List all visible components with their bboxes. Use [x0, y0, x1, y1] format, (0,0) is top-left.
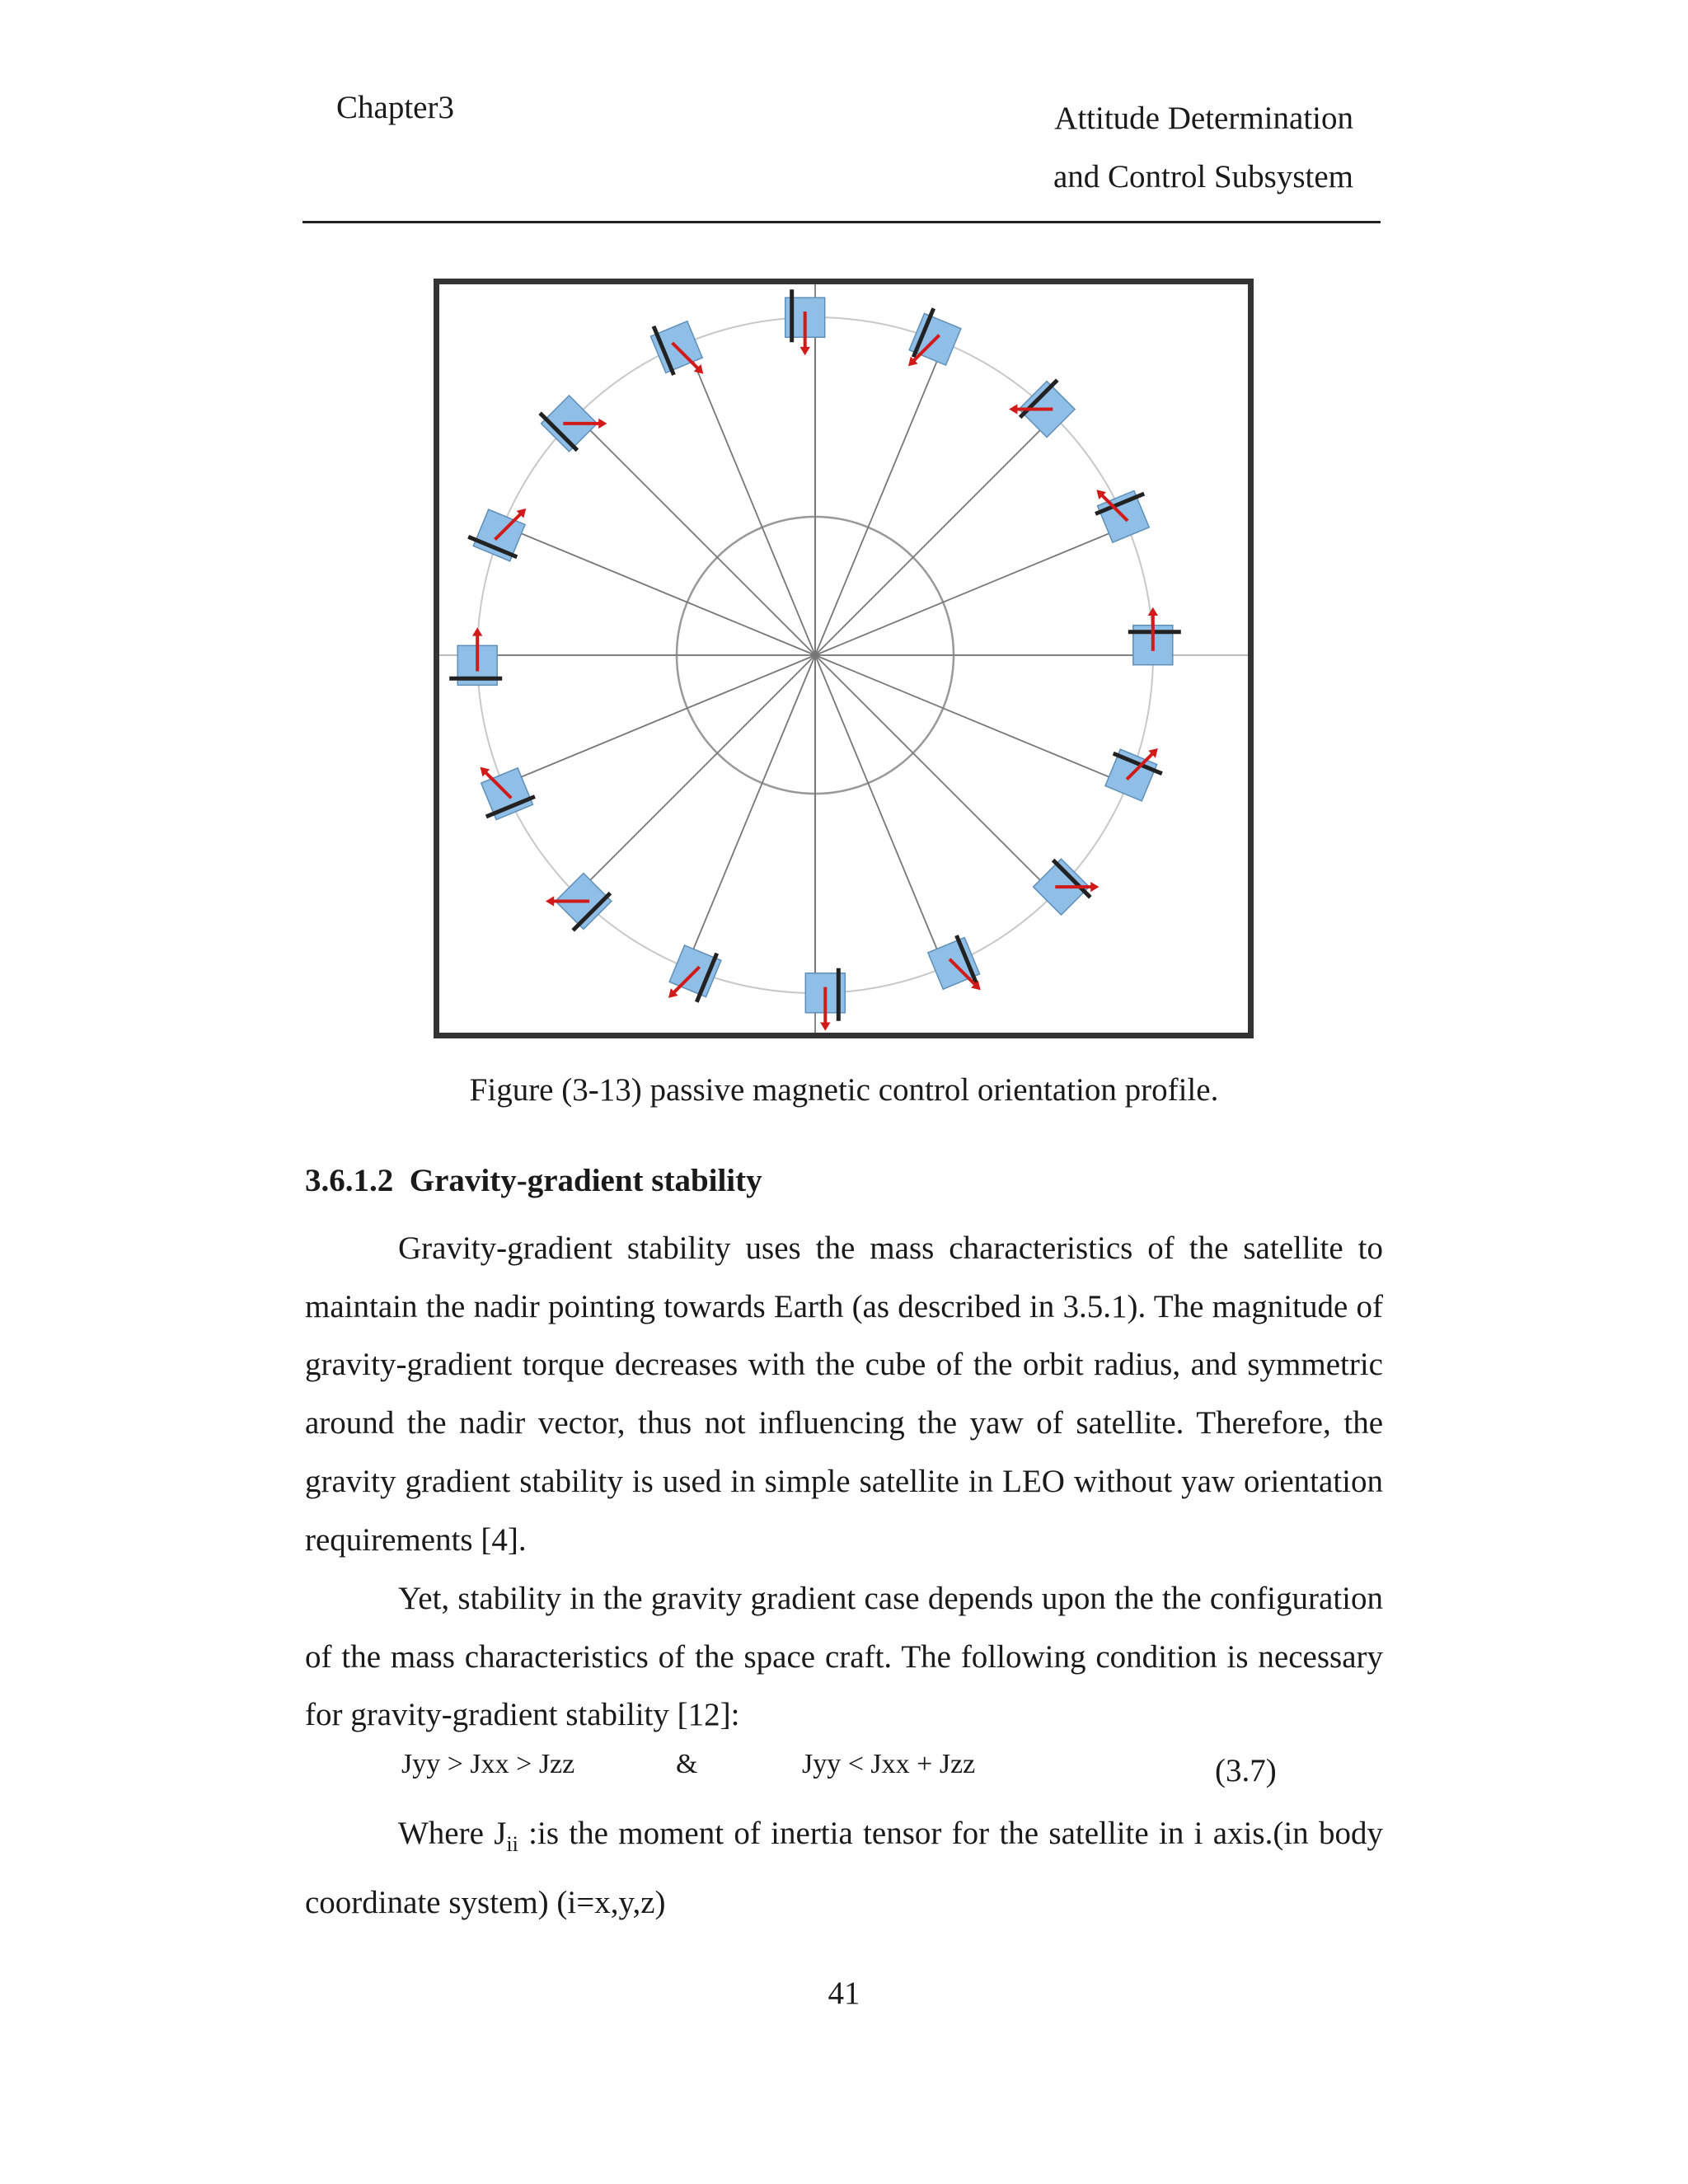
satellite — [805, 968, 845, 1031]
satellite — [466, 492, 536, 563]
running-header-title — [1053, 89, 1353, 206]
orientation-profile-diagram — [439, 284, 1248, 1033]
field-arrowhead — [472, 627, 482, 635]
satellite — [663, 940, 723, 1010]
paragraph-3-text-a: Where J — [398, 1816, 507, 1851]
satellite — [449, 627, 502, 685]
satellite — [1128, 607, 1181, 665]
radial-line — [576, 655, 815, 894]
radial-line — [503, 655, 815, 785]
satellite — [1100, 733, 1170, 804]
radial-line — [815, 343, 945, 655]
page-number: 41 — [828, 1975, 860, 2011]
satellite — [1009, 370, 1081, 442]
section-number: 3.6.1.2 — [305, 1163, 394, 1198]
satellite — [785, 289, 825, 355]
orientation-profile-figure — [434, 279, 1254, 1038]
running-header-title-line1: Attitude Determination — [1054, 101, 1353, 136]
paragraph-1 — [305, 1220, 1383, 1569]
equation-ampersand: & — [676, 1749, 698, 1779]
radial-line — [503, 526, 815, 655]
field-arrowhead — [800, 347, 810, 355]
satellite — [535, 385, 607, 457]
paragraph-3-subscript: ii — [506, 1831, 518, 1856]
paragraph-1-text: Gravity-gradient stability uses the mass characteristics of the satellite to maintain the nadir pointing towards Earth (as described in 3.5.1). The magnitude of gravity-gradient torque decreases with the cube of the orbit radius, and symmetric around the nadir vector, thus not influencing the yaw of satellite. Therefore, the gravity gradient stability is used in simple satellite in LEO without yaw orientation requirements [4]. — [305, 1230, 1383, 1558]
equation-part2: Jyy < Jxx + Jzz — [802, 1749, 976, 1779]
radial-line — [686, 655, 815, 968]
running-header-chapter: Chapter3 — [336, 90, 454, 125]
running-header-title-line2: and Control Subsystem — [1053, 159, 1353, 194]
paragraph-2-text: Yet, stability in the gravity gradient case depends upon the the configuration of the mass characteristics of the space craft. The following condition is necessary for gravity-gradient stability [12]: — [305, 1581, 1383, 1733]
satellite — [1029, 851, 1100, 921]
figure-caption: Figure (3-13) passive magnetic control orientation profile. — [469, 1072, 1219, 1108]
section-title: Gravity-gradient stability — [409, 1163, 762, 1198]
paragraph-3 — [305, 1805, 1383, 1932]
radial-line — [686, 343, 815, 655]
radial-line — [815, 526, 1128, 655]
radial-line — [815, 655, 1128, 785]
radial-line — [815, 416, 1054, 655]
paragraph-2 — [305, 1570, 1383, 1745]
equation-part1: Jyy > Jxx > Jzz — [401, 1749, 575, 1779]
radial-line — [815, 655, 1054, 894]
field-arrowhead — [820, 1023, 830, 1031]
satellite — [545, 865, 615, 935]
section-heading — [305, 1162, 762, 1199]
paragraph-3-text-b: :is the moment of inertia tensor for the satellite in i axis.(in body coordinate system) (i=x,y,z) — [305, 1816, 1383, 1920]
satellite — [1087, 474, 1157, 545]
header-rule — [302, 221, 1381, 223]
satellite — [467, 752, 537, 823]
radial-line — [815, 655, 945, 968]
radial-line — [576, 416, 815, 655]
equation-number: (3.7) — [1215, 1753, 1277, 1788]
